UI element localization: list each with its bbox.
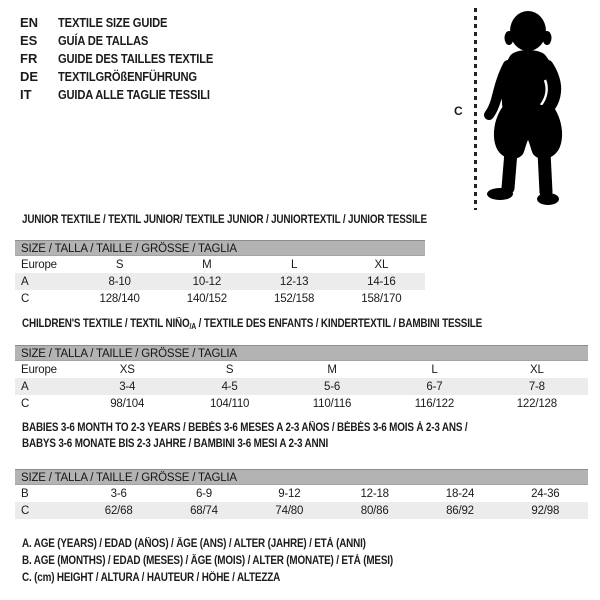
row-label: A (21, 275, 29, 288)
table-row-age: A 8-10 10-12 12-13 14-16 (15, 273, 425, 290)
language-row-es (20, 31, 238, 49)
table-header-bar: SIZE / TALLA / TAILLE / GRÖSSE / TAGLIA (15, 345, 588, 361)
children-section-title: CHILDREN'S TEXTILE / TEXTIL $NIÑO_{/A}$ / TEXTILE DES ENFANTS / KINDERTEXTIL / BAMBINI TESSILE (22, 318, 483, 331)
language-code: ES (20, 32, 38, 48)
language-code: EN (20, 14, 39, 30)
row-label: C (21, 292, 30, 305)
table-row-age-months: B 3-6 6-9 9-12 12-18 18-24 24-36 (15, 485, 588, 502)
table-row-height: C 128/140 140/152 152/158 158/170 (15, 290, 425, 307)
language-row-de (20, 67, 238, 85)
table-header-bar: SIZE / TALLA / TAILLE / GRÖSSE / TAGLIA (15, 469, 588, 485)
table-row-height: C 98/104 104/110 110/116 116/122 122/128 (15, 395, 588, 412)
language-label: GUIDE DES TAILLES TEXTILE (58, 50, 214, 66)
toddler-silhouette (481, 10, 571, 210)
height-measure-label: C (454, 104, 463, 118)
language-code: IT (20, 86, 32, 102)
language-list (20, 13, 238, 103)
row-label: A (21, 380, 29, 393)
row-label: B (21, 487, 29, 500)
babies-section-title: BABIES 3-6 MONTH TO 2-3 YEARS / BEBÉS 3-6 MESES A 2-3 AÑOS / BÉBÉS 3-6 MOIS À 2-3 ANS / BABYS 3-6 MONATE BIS 2-3 JAHRE / BAMBINI 3-6 MESI A 2-3 ANNI (22, 422, 468, 450)
children-size-table (15, 345, 588, 412)
babies-size-table (15, 469, 588, 519)
language-label: TEXTILE SIZE GUIDE (58, 14, 168, 30)
table-row-height: C 62/68 68/74 74/80 80/86 86/92 92/98 (15, 502, 588, 519)
foot-right (537, 193, 559, 205)
measurement-legend (22, 536, 453, 587)
legend-line-c: C. (cm) HEIGHT / ALTURA / HAUTEUR / HÖHE / ALTEZZA (22, 572, 281, 584)
language-row-fr (20, 49, 238, 67)
table-row-europe: Europe S M L XL (15, 256, 425, 273)
language-row-en (20, 13, 238, 31)
language-label: GUÍA DE TALLAS (58, 32, 149, 48)
row-label: Europe (21, 258, 57, 271)
language-label: TEXTILGRÖßENFÜHRUNG (58, 68, 197, 84)
height-dashed-line (474, 8, 477, 210)
table-row-age: A 3-4 4-5 5-6 6-7 7-8 (15, 378, 588, 395)
row-label: C (21, 397, 30, 410)
foot-left (487, 188, 513, 200)
row-label: C (21, 504, 30, 517)
table-header-bar: SIZE / TALLA / TAILLE / GRÖSSE / TAGLIA (15, 240, 425, 256)
head (510, 11, 546, 51)
table-row-europe: Europe XS S M L XL (15, 361, 588, 378)
legend-line-a: A. AGE (YEARS) / EDAD (AÑOS) / ÂGE (ANS) / ALTER (JAHRE) / ETÀ (ANNI) (22, 538, 366, 550)
leg-left (508, 152, 511, 188)
junior-size-table (15, 240, 425, 307)
row-label: Europe (21, 363, 57, 376)
language-code: FR (20, 50, 38, 66)
language-code: DE (20, 68, 39, 84)
junior-section-title: JUNIOR TEXTILE / TEXTIL JUNIOR/ TEXTILE JUNIOR / JUNIORTEXTIL / JUNIOR TESSILE (22, 214, 427, 226)
leg-right (544, 152, 546, 192)
language-row-it (20, 85, 238, 103)
language-label: GUIDA ALLE TAGLIE TESSILI (58, 86, 210, 102)
legend-line-b: B. AGE (MONTHS) / EDAD (MESES) / ÂGE (MOIS) / ALTER (MONATE) / ETÀ (MESI) (22, 555, 393, 567)
